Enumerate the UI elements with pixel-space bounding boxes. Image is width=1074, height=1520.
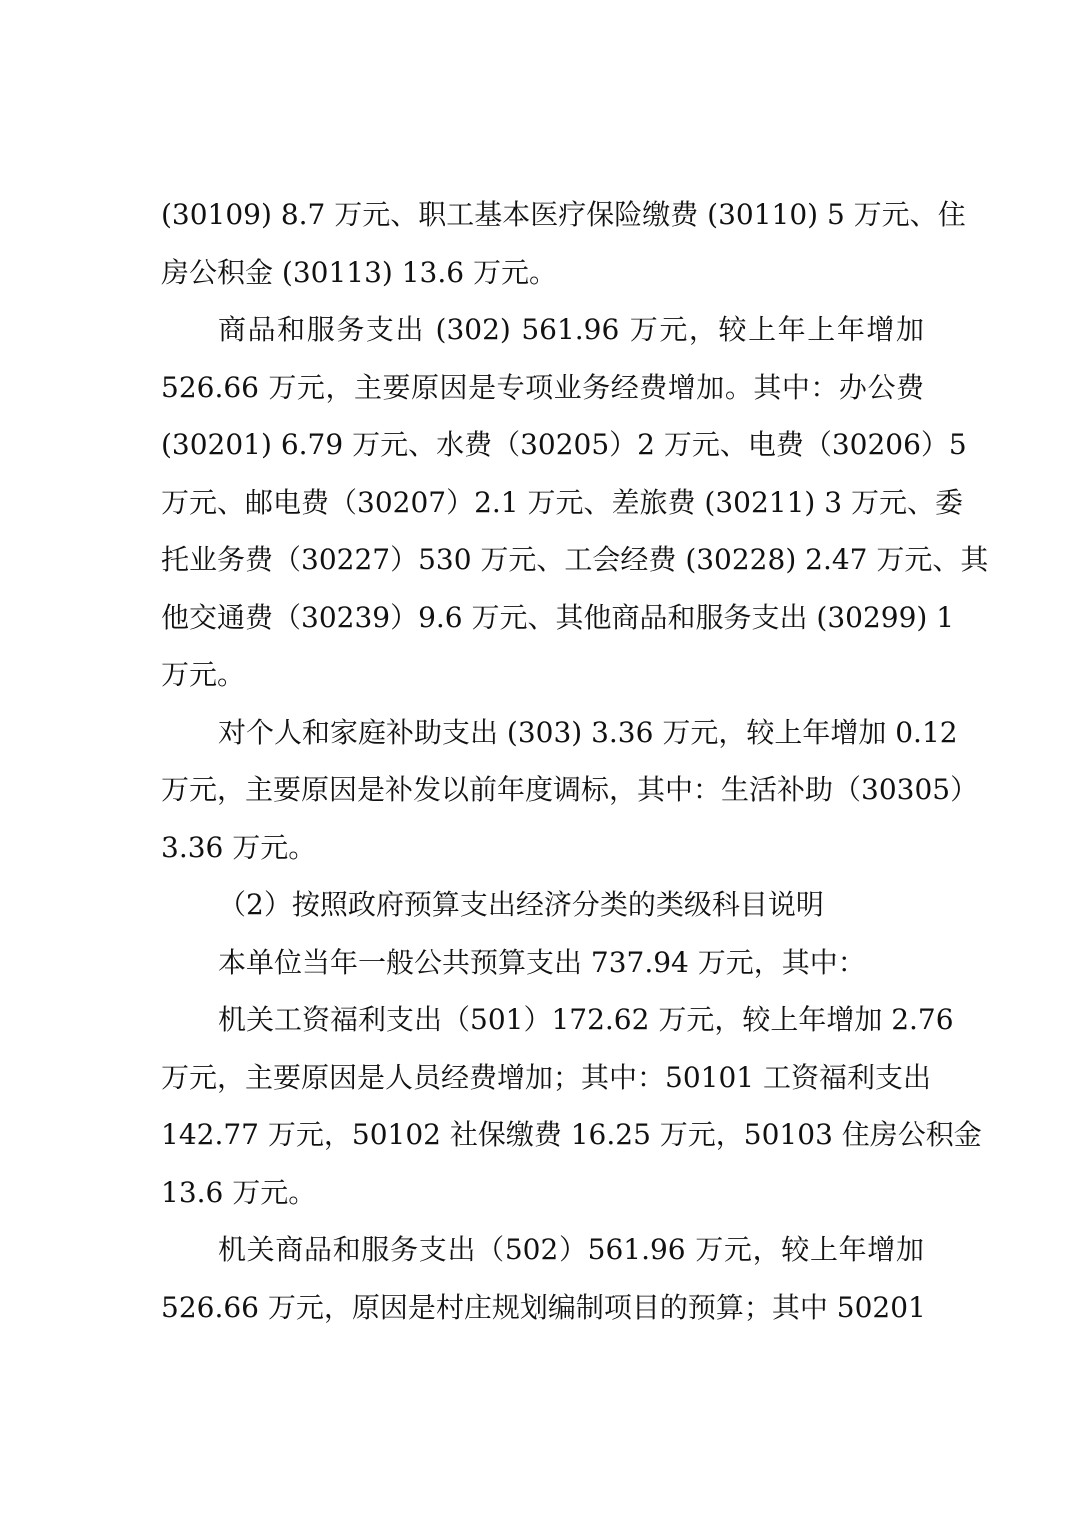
text-line-4: 526.66 万元，主要原因是专项业务经费增加。其中：办公费 [161,370,924,404]
text-line-18: 13.6 万元。 [161,1175,317,1209]
text-line-11: 万元，主要原因是补发以前年度调标，其中：生活补助（30305） [161,773,979,806]
text-line-17: 142.77 万元，50102 社保缴费 16.25 万元，50103 住房公积金 [161,1118,982,1151]
text-line-8: 他交通费（30239）9.6 万元、其他商品和服务支出 (30299) 1 [161,600,955,634]
text-line-1: (30109) 8.7 万元、职工基本医疗保险缴费 (30110) 5 万元、住 [161,198,966,231]
text-line-20: 526.66 万元，原因是村庄规划编制项目的预算；其中 50201 [161,1290,926,1324]
text-line-7: 托业务费（30227）530 万元、工会经费 (30228) 2.47 万元、其 [161,543,989,576]
text-line-3: 商品和服务支出 (302) 561.96 万元，较上年上年增加 [218,313,924,346]
text-line-6: 万元、邮电费（30207）2.1 万元、差旅费 (30211) 3 万元、委 [161,485,963,519]
text-line-16: 万元，主要原因是人员经费增加；其中：50101 工资福利支出 [161,1060,931,1094]
text-line-15: 机关工资福利支出（501）172.62 万元，较上年增加 2.76 [218,1003,954,1036]
text-line-12: 3.36 万元。 [161,830,317,864]
text-line-9: 万元。 [161,658,246,691]
text-line-5: (30201) 6.79 万元、水费（30205）2 万元、电费（30206）5 [161,428,967,461]
document-page [161,186,989,1336]
text-line-19: 机关商品和服务支出（502）561.96 万元，较上年增加 [218,1233,924,1266]
text-line-10: 对个人和家庭补助支出 (303) 3.36 万元，较上年增加 0.12 [218,715,958,749]
text-line-14: 本单位当年一般公共预算支出 737.94 万元，其中： [218,945,866,979]
text-line-2: 房公积金 (30113) 13.6 万元。 [161,255,557,289]
section-heading: （2）按照政府预算支出经济分类的类级科目说明 [218,888,824,921]
